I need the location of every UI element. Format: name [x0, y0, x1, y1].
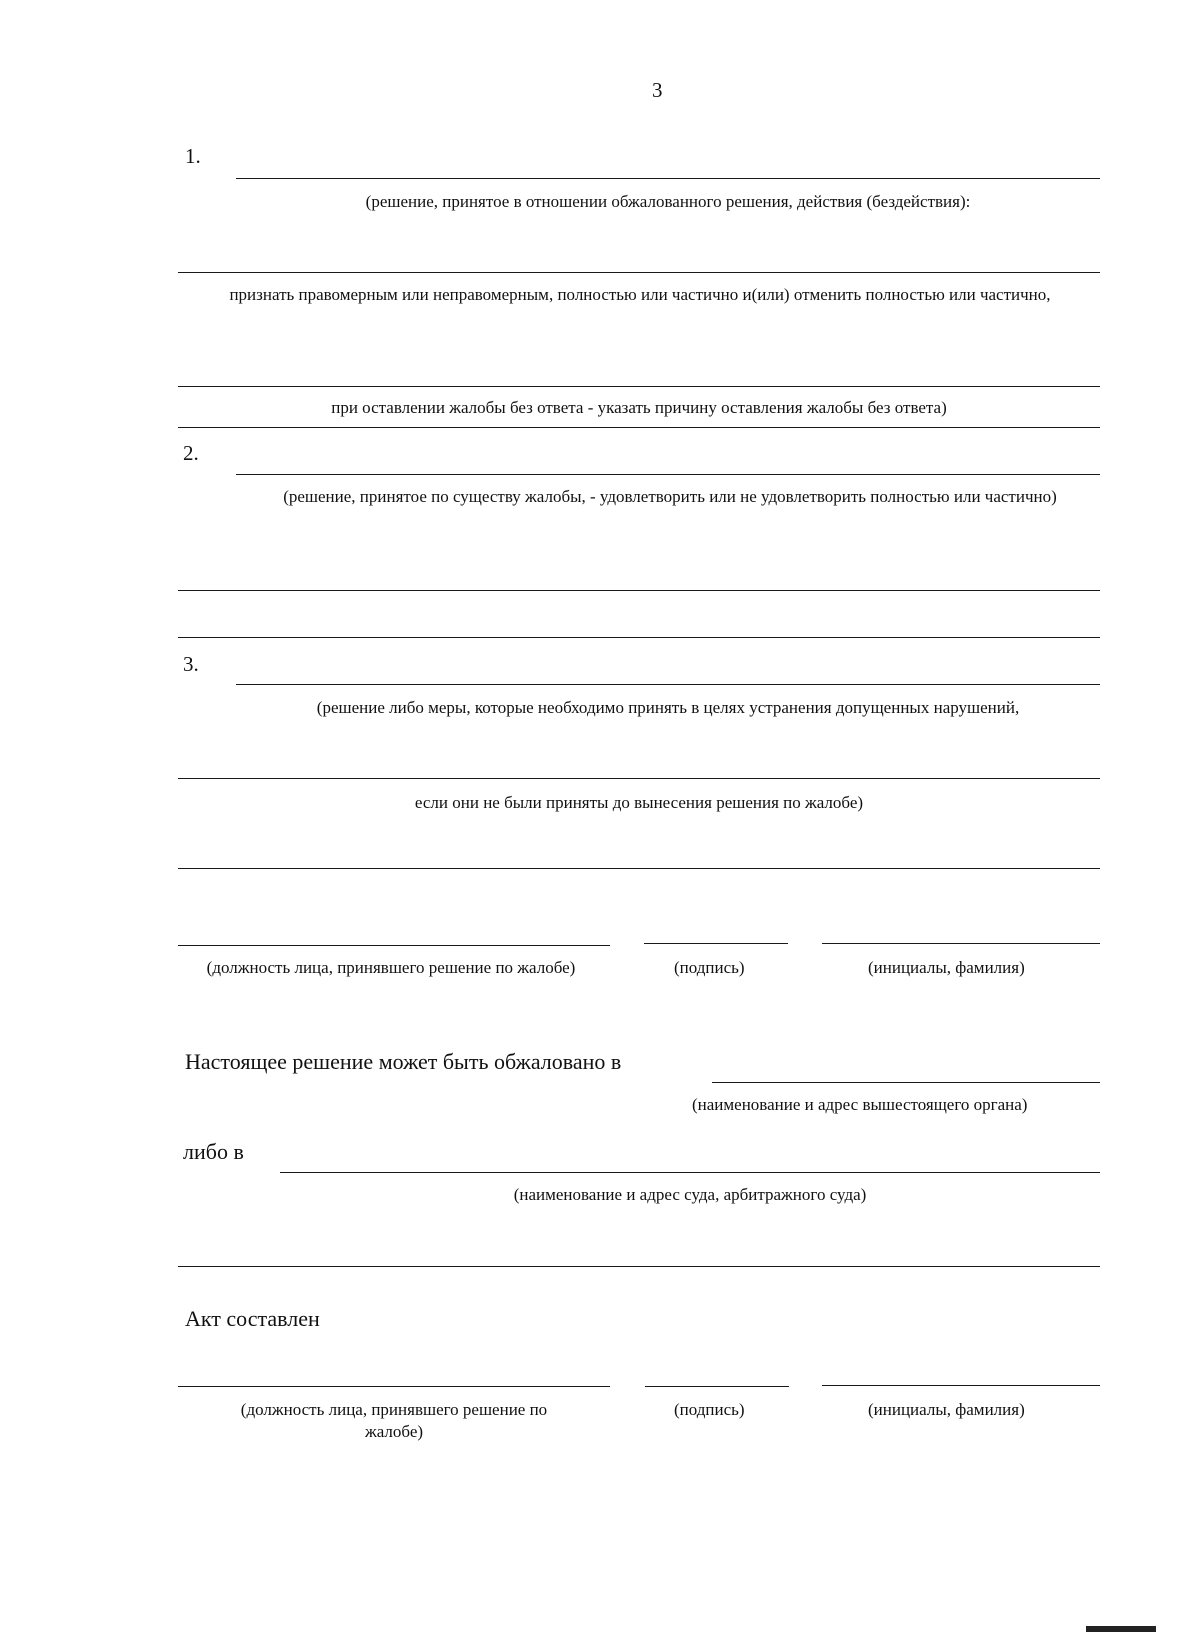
section-3-field-line-2[interactable] — [178, 778, 1100, 779]
signature-1-position-caption: (должность лица, принявшего решение по жалобе) — [206, 958, 576, 977]
appeal-authority-caption: (наименование и адрес вышестоящего органа) — [692, 1095, 1028, 1114]
signature-2-position-line[interactable] — [178, 1386, 610, 1387]
section-3-number: 3. — [183, 652, 199, 676]
signature-1-signature-line[interactable] — [644, 943, 788, 944]
appeal-court-line-2[interactable] — [178, 1266, 1100, 1267]
signature-2-signature-line[interactable] — [645, 1386, 789, 1387]
section-3-caption-2: если они не были приняты до вынесения решения по жалобе) — [414, 793, 864, 812]
signature-1-name-line[interactable] — [822, 943, 1100, 944]
signature-1-signature-caption: (подпись) — [674, 958, 745, 977]
appeal-authority-line[interactable] — [712, 1082, 1100, 1083]
section-2-field-line-3[interactable] — [178, 637, 1100, 638]
section-3-caption-1: (решение либо меры, которые необходимо принять в целях устранения допущенных нарушений, — [316, 698, 1020, 717]
signature-1-name-caption: (инициалы, фамилия) — [868, 958, 1025, 977]
section-1-field-line-3[interactable] — [178, 386, 1100, 387]
appeal-court-line[interactable] — [280, 1172, 1100, 1173]
act-text: Акт составлен — [185, 1306, 320, 1331]
signature-1-position-line[interactable] — [178, 945, 610, 946]
page-number: 3 — [652, 78, 663, 102]
section-1-bottom-line — [178, 427, 1100, 428]
section-2-field-line[interactable] — [236, 474, 1100, 475]
appeal-or-text: либо в — [183, 1139, 244, 1164]
appeal-text: Настоящее решение может быть обжаловано в — [185, 1049, 622, 1074]
section-3-field-line-3[interactable] — [178, 868, 1100, 869]
section-1-caption-1: (решение, принятое в отношении обжалованного решения, действия (бездействия): — [365, 192, 971, 211]
section-2-field-line-2[interactable] — [178, 590, 1100, 591]
section-2-number: 2. — [183, 441, 199, 465]
scan-artifact-mark — [1086, 1626, 1156, 1632]
signature-2-name-caption: (инициалы, фамилия) — [868, 1400, 1025, 1419]
section-2-caption: (решение, принятое по существу жалобы, - удовлетворить или не удовлетворить полностью или частично) — [283, 487, 1057, 506]
section-3-field-line[interactable] — [236, 684, 1100, 685]
section-1-field-line-2[interactable] — [178, 272, 1100, 273]
section-1-field-line[interactable] — [236, 178, 1100, 179]
section-1-caption-3: при оставлении жалобы без ответа - указать причину оставления жалобы без ответа) — [331, 398, 947, 417]
signature-2-signature-caption: (подпись) — [674, 1400, 745, 1419]
appeal-court-caption: (наименование и адрес суда, арбитражного суда) — [513, 1185, 867, 1204]
section-1-number: 1. — [185, 144, 201, 168]
signature-2-position-caption: (должность лица, принявшего решение по жалобе) — [240, 1400, 548, 1441]
section-1-caption-2: признать правомерным или неправомерным, полностью или частично и(или) отменить полностью или частично, — [229, 285, 1051, 304]
signature-2-name-line[interactable] — [822, 1385, 1100, 1386]
